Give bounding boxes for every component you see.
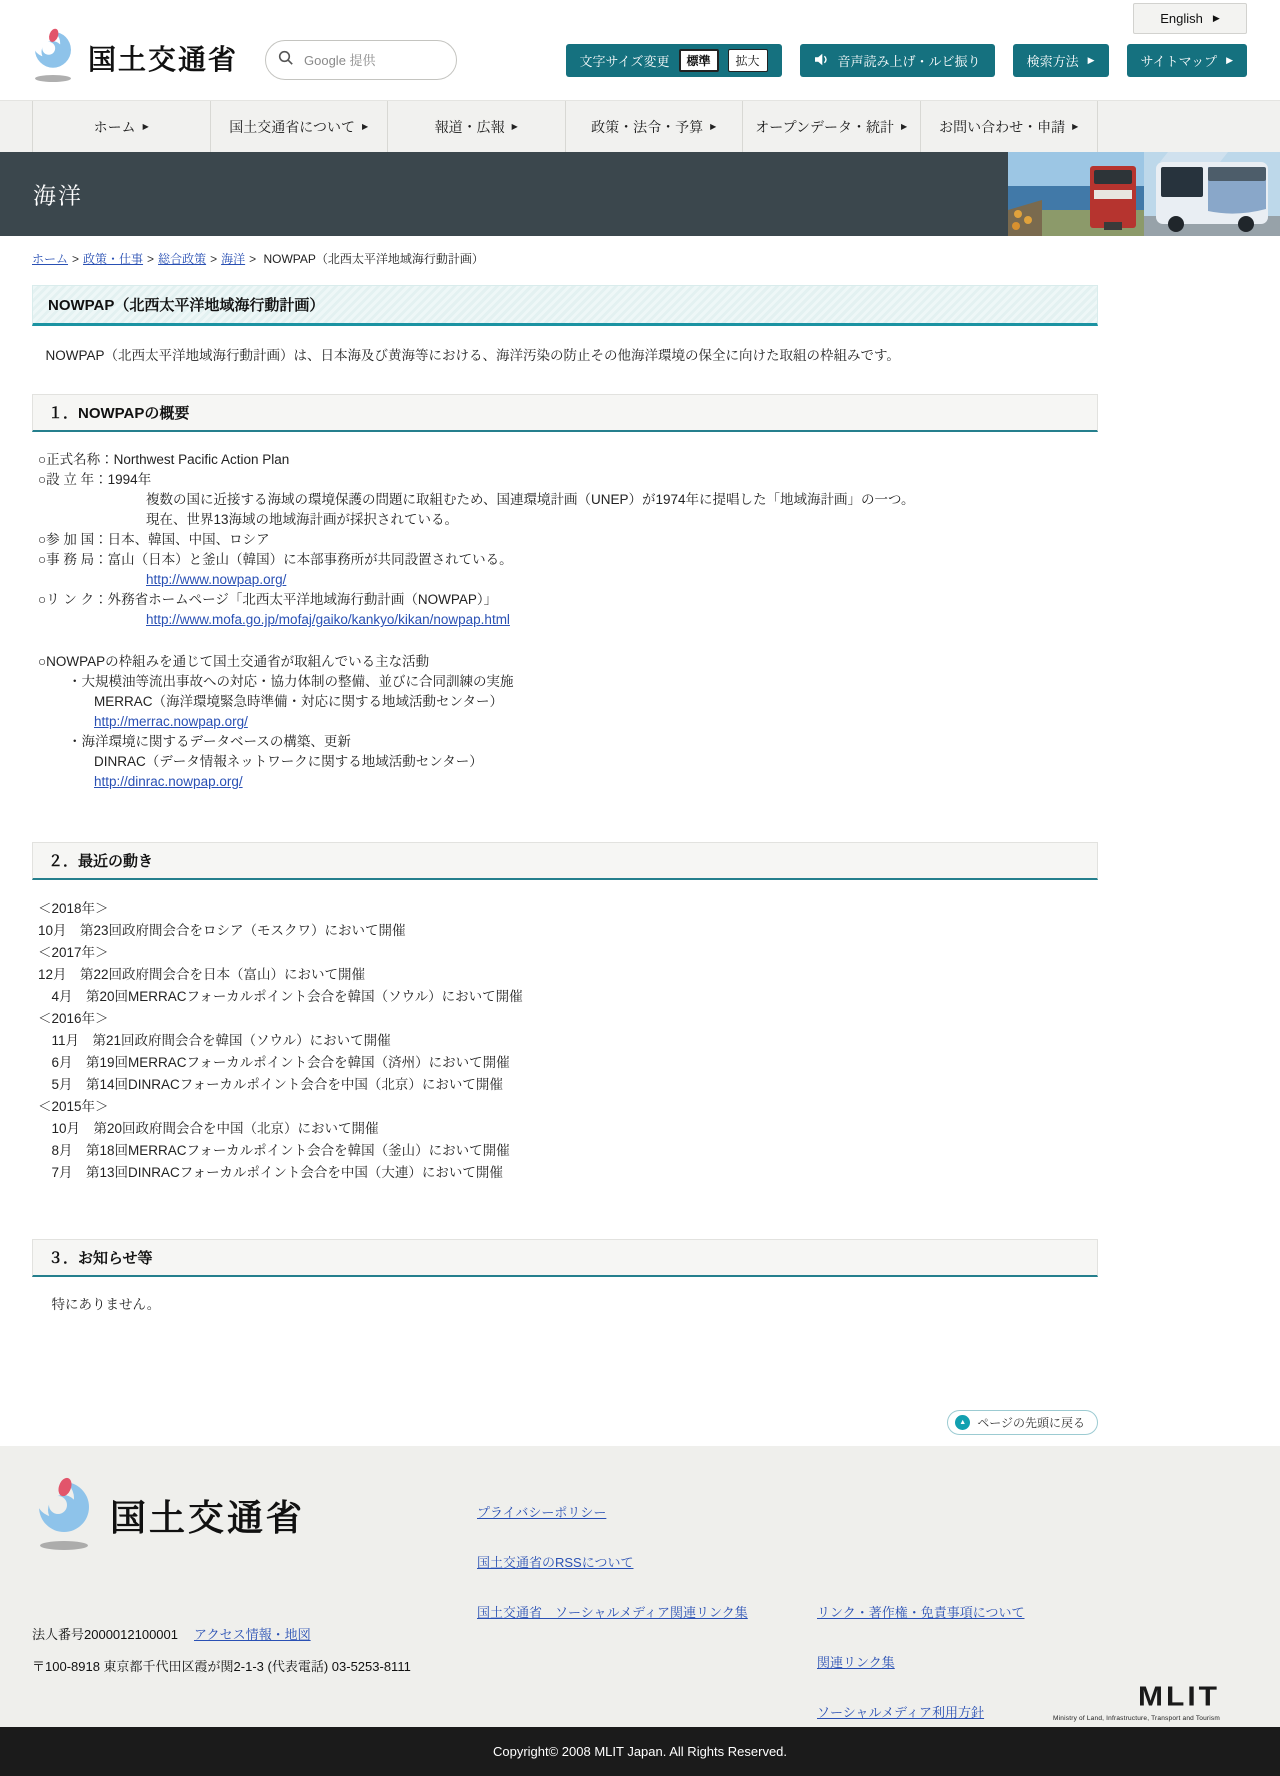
page-banner [0,152,1280,236]
site-logo[interactable] [30,26,238,82]
chevron-right-icon: ▶ [710,121,717,131]
footer-address: 〒100-8918 東京都千代田区霞が関2-1-3 (代表電話) 03-5253-8111 [32,1659,411,1674]
chevron-right-icon: ▶ [1072,121,1079,131]
content-line: 12月 第22回政府間会合を日本（富山）において開催 [38,967,366,982]
footer-corporate-number: 法人番号2000012100001 アクセス情報・地図 [32,1627,311,1642]
footer-links [477,1502,1024,1721]
content-line: 10月 第23回政府間会合をロシア（モスクワ）において開催 [38,923,406,938]
nav-item[interactable]: オープンデータ・統計 ▶ [742,101,920,152]
footer-link[interactable]: 関連リンク集 [817,1655,895,1670]
content-line: ＜2016年＞ [38,1011,109,1026]
english-button[interactable]: English ▶ [1133,3,1247,34]
content-line: 11月 第21回政府間会合を韓国（ソウル）において開催 [38,1033,391,1048]
content-line: DINRAC（データ情報ネットワークに関する地域活動センター） [94,754,483,769]
nav-item[interactable]: ホーム ▶ [32,101,210,152]
content-line: ○事 務 局：富山（日本）と釜山（韓国）に本部事務所が共同設置されている。 [38,552,513,567]
content-line: 現在、世界13海域の地域海計画が採択されている。 [146,512,459,527]
content-line: 10月 第20回政府間会合を中国（北京）において開催 [38,1121,379,1136]
global-nav [0,100,1280,152]
nav-item[interactable]: 政策・法令・予算 ▶ [565,101,743,152]
copyright-bar: Copyright© 2008 MLIT Japan. All Rights Reserved. [0,1727,1280,1776]
content-link[interactable]: http://dinrac.nowpap.org/ [94,774,243,789]
nav-item[interactable]: 報道・広報 ▶ [387,101,565,152]
footer-link[interactable]: プライバシーポリシー [477,1505,607,1520]
nav-item[interactable]: お問い合わせ・申請 ▶ [920,101,1099,152]
content-line: ＜2017年＞ [38,945,109,960]
arrow-up-icon: ▲ [955,1415,970,1430]
logo-shadow [40,1541,88,1550]
intro-paragraph: NOWPAP（北西太平洋地域海行動計画）は、日本海及び黄海等における、海洋汚染の防止その他海洋環境の保全に向けた取組の枠組みです。 [32,348,900,363]
chevron-right-icon: ▶ [901,121,908,131]
search-method-button[interactable]: 検索方法 ▶ [1013,44,1109,77]
content-line: ・大規模油等流出事故への対応・協力体制の整備、並びに合同訓練の実施 [68,674,514,689]
content-link[interactable]: http://www.mofa.go.jp/mofaj/gaiko/kankyo/kikan/nowpap.html [146,612,510,627]
speaker-icon [814,53,829,69]
content-line [38,772,1098,792]
content-link[interactable]: http://merrac.nowpap.org/ [94,714,248,729]
content-line: ○リ ン ク：外務省ホームページ「北西太平洋地域海行動計画（NOWPAP）」 [38,592,498,607]
chevron-right-icon: ▶ [1087,55,1095,65]
content-line: MERRAC（海洋環境緊急時準備・対応に関する地域活動センター） [94,694,503,709]
chevron-right-icon: ▶ [362,121,369,131]
access-map-link[interactable]: アクセス情報・地図 [194,1627,311,1642]
section1-heading: １．NOWPAPの概要 [32,394,1098,432]
footer-link[interactable]: ソーシャルメディア利用方針 [817,1705,985,1720]
content-line: ＜2018年＞ [38,901,109,916]
content-line: 6月 第19回MERRACフォーカルポイント会合を韓国（済州）において開催 [38,1055,510,1070]
footer-link[interactable]: 国土交通省 ソーシャルメディア関連リンク集 [477,1605,748,1620]
nav-item[interactable]: 国土交通省について ▶ [210,101,388,152]
breadcrumb-link[interactable]: ホーム [32,252,69,266]
font-standard-button[interactable]: 標準 [679,49,719,72]
font-large-button[interactable]: 拡大 [728,49,768,72]
site-search[interactable] [265,40,457,80]
logo-shadow [35,75,71,82]
mlit-wordmark: MLIT Ministry of Land, Infrastructure, Transport and Tourism [1053,1681,1220,1722]
content-line: ・海洋環境に関するデータベースの構築、更新 [68,734,351,749]
content-line: 複数の国に近接する海域の環境保護の問題に取組むため、国連環境計画（UNEP）が1974年に提唱した「地域海計画」の一つ。 [146,492,915,507]
content-line: ＜2015年＞ [38,1099,109,1114]
footer-site-title: 国土交通省 [110,1497,306,1538]
content-line [38,570,1098,590]
content-line: 7月 第13回DINRACフォーカルポイント会合を中国（大連）において開催 [38,1165,503,1180]
chevron-right-icon: ▶ [511,121,518,131]
content-line [38,712,1098,732]
breadcrumb-separator: > [147,252,155,266]
font-size-control: 文字サイズ変更 標準 拡大 [566,44,782,77]
page-top-button[interactable]: ▲ ページの先頭に戻る [947,1410,1098,1435]
breadcrumb-separator: > [210,252,218,266]
breadcrumb [32,236,1098,267]
site-title: 国土交通省 [88,44,239,75]
content-line: ○正式名称：Northwest Pacific Action Plan [38,452,290,467]
site-footer [0,1446,1280,1727]
banner-title: 海洋 [33,182,83,209]
content-line: ○NOWPAPの枠組みを通じて国土交通省が取組んでいる主な活動 [38,654,430,669]
content-line: 5月 第14回DINRACフォーカルポイント会合を中国（北京）において開催 [38,1077,503,1092]
content-line: ○設 立 年：1994年 [38,472,152,487]
header-buttons [566,44,1247,77]
section2-heading: ２．最近の動き [32,842,1098,880]
breadcrumb-separator: > [249,252,257,266]
breadcrumb-separator: > [72,252,80,266]
breadcrumb-link[interactable]: 総合政策 [158,252,207,266]
sitemap-button[interactable]: サイトマップ ▶ [1127,44,1248,77]
banner-photo [1008,152,1280,236]
content-line: 4月 第20回MERRACフォーカルポイント会合を韓国（ソウル）において開催 [38,989,523,1004]
main-content [0,236,1280,1446]
footer-link[interactable]: リンク・著作権・免責事項について [817,1605,1025,1620]
breadcrumb-current: NOWPAP（北西太平洋地域海行動計画） [263,252,484,266]
content-line: 8月 第18回MERRACフォーカルポイント会合を韓国（釜山）において開催 [38,1143,510,1158]
search-input[interactable] [302,52,416,69]
section2-body [32,898,1098,1184]
breadcrumb-link[interactable]: 政策・仕事 [83,252,144,266]
mlit-logo-icon [32,1474,96,1550]
search-icon [278,50,294,71]
section1-body [32,450,1098,792]
content-line: ○参 加 国：日本、韓国、中国、ロシア [38,532,270,547]
page-title: NOWPAP（北西太平洋地域海行動計画） [32,285,1098,326]
site-header [0,0,1280,100]
chevron-right-icon: ▶ [1212,13,1220,23]
mlit-logo-icon [30,26,76,82]
chevron-right-icon: ▶ [1226,55,1233,65]
content-line [38,610,1098,630]
breadcrumb-link[interactable]: 海洋 [221,252,246,266]
speech-button[interactable]: 音声読み上げ・ルビ振り [800,44,995,77]
chevron-right-icon: ▶ [142,121,149,131]
content-link[interactable]: http://www.nowpap.org/ [146,572,287,587]
section3-heading: ３．お知らせ等 [32,1239,1098,1277]
section3-note: 特にありません。 [38,1297,161,1312]
footer-link[interactable]: 国土交通省のRSSについて [477,1555,634,1570]
